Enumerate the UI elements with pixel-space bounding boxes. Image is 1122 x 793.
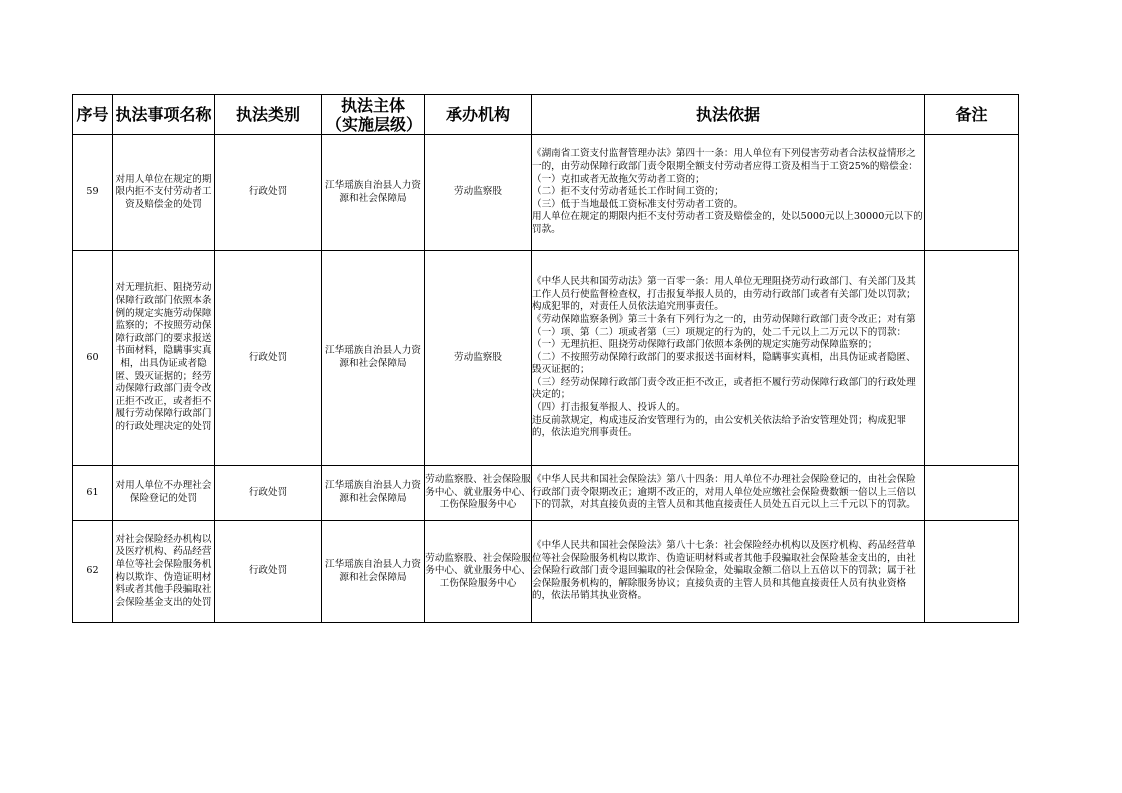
basis-line: 《中华人民共和国劳动法》第一百零一条：用人单位无理阻挠劳动行政部门、有关部门及其工作人员行使监督检查权，打击报复举报人员的，由劳动行政部门或者有关部门处以罚款；构成犯罪的，对责任人员依法追究刑事责任。 xyxy=(532,276,916,313)
row-basis xyxy=(532,135,925,251)
row-dept: 劳动监察股、社会保险服务中心、就业服务中心、工伤保险服务中心 xyxy=(425,521,532,623)
row-item-name: 对用人单位在规定的期限内拒不支付劳动者工资及赔偿金的处罚 xyxy=(113,135,215,251)
row-basis xyxy=(532,521,925,623)
basis-line: 《劳动保障监察条例》第三十条有下列行为之一的，由劳动保障行政部门责令改正；对有第（一）项、第（二）项或者第（三）项规定的行为的，处二千元以上二万元以下的罚款： xyxy=(532,313,916,338)
row-note xyxy=(925,521,1019,623)
row-category: 行政处罚 xyxy=(215,466,322,521)
row-dept: 劳动监察股 xyxy=(425,135,532,251)
row-subject: 江华瑶族自治县人力资源和社会保障局 xyxy=(322,466,425,521)
row-item-name: 对无理抗拒、阻挠劳动保障行政部门依照本条例的规定实施劳动保障监察的；不按照劳动保障行政部门的要求报送书面材料，隐瞒事实真相，出具伪证或者隐匿、毁灭证据的；经劳动保障行政部门责令改正拒不改正，或者拒不履行劳动保障行政部门的行政处理决定的处罚 xyxy=(113,251,215,466)
basis-line: （一）无理抗拒、阻挠劳动保障行政部门依照本条例的规定实施劳动保障监察的； xyxy=(532,339,878,351)
row-subject: 江华瑶族自治县人力资源和社会保障局 xyxy=(322,521,425,623)
row-dept: 劳动监察股 xyxy=(425,251,532,466)
header-note: 备注 xyxy=(925,95,1019,135)
row-no: 59 xyxy=(73,135,113,251)
basis-line: 用人单位在规定的期限内拒不支付劳动者工资及赔偿金的，处以5000元以上30000元以下的罚款。 xyxy=(532,211,923,235)
basis-line: （三）低于当地最低工资标准支付劳动者工资的。 xyxy=(532,198,744,210)
row-category: 行政处罚 xyxy=(215,521,322,623)
basis-line: 《中华人民共和国社会保险法》第八十七条：社会保险经办机构以及医疗机构、药品经营单位等社会保险服务机构以欺诈、伪造证明材料或者其他手段骗取社会保险基金支出的，由社会保险行政部门责令退回骗取的社会保险金，处骗取金额二倍以上五倍以下的罚款；属于社会保险服务机构的，解除服务协议；直接负责的主管人员和其他直接责任人员有执业资格的，依法吊销其执业资格。 xyxy=(532,540,916,602)
basis-line: （四）打击报复举报人、投诉人的。 xyxy=(532,402,686,414)
header-item-name: 执法事项名称 xyxy=(113,95,215,135)
table-row xyxy=(73,135,1019,251)
row-no: 62 xyxy=(73,521,113,623)
enforcement-table xyxy=(72,94,1019,623)
row-item-name: 对用人单位不办理社会保险登记的处罚 xyxy=(113,466,215,521)
row-subject: 江华瑶族自治县人力资源和社会保障局 xyxy=(322,135,425,251)
row-basis xyxy=(532,251,925,466)
header-row xyxy=(73,95,1019,135)
table-row xyxy=(73,251,1019,466)
row-subject: 江华瑶族自治县人力资源和社会保障局 xyxy=(322,251,425,466)
basis-line: （一）克扣或者无故拖欠劳动者工资的； xyxy=(532,173,705,185)
row-item-name: 对社会保险经办机构以及医疗机构、药品经营单位等社会保险服务机构以欺诈、伪造证明材料或者其他手段骗取社会保险基金支出的处罚 xyxy=(113,521,215,623)
basis-line: （三）经劳动保障行政部门责令改正拒不改正，或者拒不履行劳动保障行政部门的行政处理决定的； xyxy=(532,376,916,401)
header-basis: 执法依据 xyxy=(532,95,925,135)
table-row xyxy=(73,521,1019,623)
header-category: 执法类别 xyxy=(215,95,322,135)
row-no: 61 xyxy=(73,466,113,521)
row-note xyxy=(925,251,1019,466)
header-no: 序号 xyxy=(73,95,113,135)
basis-line: （二）拒不支付劳动者延长工作时间工资的； xyxy=(532,186,724,198)
row-category: 行政处罚 xyxy=(215,251,322,466)
row-no: 60 xyxy=(73,251,113,466)
row-note xyxy=(925,466,1019,521)
basis-line: （二）不按照劳动保障行政部门的要求报送书面材料，隐瞒事实真相，出具伪证或者隐匿、毁灭证据的； xyxy=(532,351,916,376)
table-row xyxy=(73,466,1019,521)
basis-line: 《中华人民共和国社会保险法》第八十四条：用人单位不办理社会保险登记的，由社会保险行政部门责令限期改正；逾期不改正的，对用人单位处应缴社会保险费数额一倍以上三倍以下的罚款，对其直接负责的主管人员和其他直接责任人员处五百元以上三千元以下的罚款。 xyxy=(532,474,916,511)
basis-line: 违反前款规定，构成违反治安管理行为的，由公安机关依法给予治安管理处罚；构成犯罪的，依法追究刑事责任。 xyxy=(532,414,907,439)
row-dept: 劳动监察股、社会保险服务中心、就业服务中心、工伤保险服务中心 xyxy=(425,466,532,521)
row-category: 行政处罚 xyxy=(215,135,322,251)
basis-line: 《湖南省工资支付监督管理办法》第四十一条：用人单位有下列侵害劳动者合法权益情形之一的，由劳动保障行政部门责令限期全额支付劳动者应得工资及相当于工资25%的赔偿金： xyxy=(532,148,918,173)
row-note xyxy=(925,135,1019,251)
header-subject: 执法主体（实施层级） xyxy=(322,95,425,135)
row-basis xyxy=(532,466,925,521)
header-dept: 承办机构 xyxy=(425,95,532,135)
